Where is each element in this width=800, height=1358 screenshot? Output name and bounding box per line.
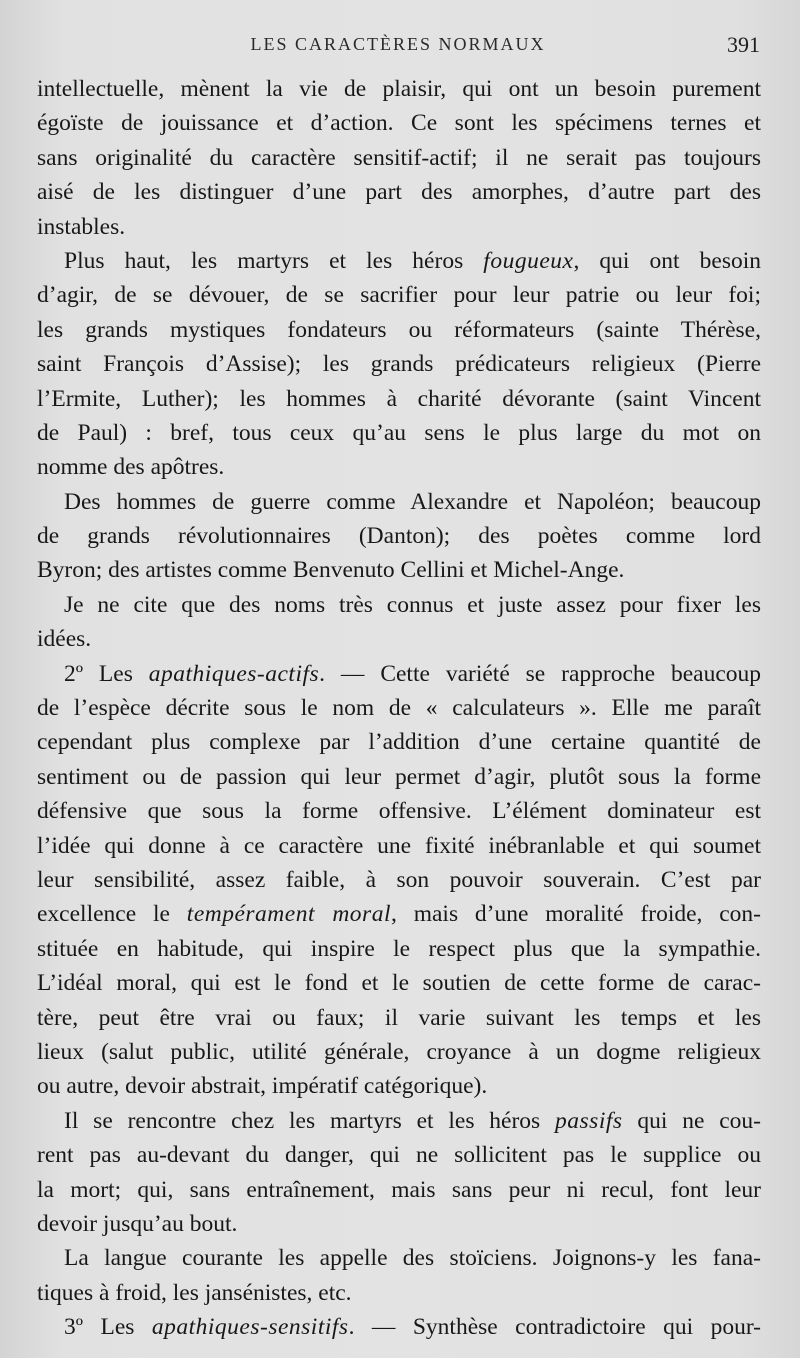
text-line: sans originalité du caractère sensitif-actif; il ne serait pas toujours: [37, 144, 761, 171]
text-line: aisé de les distinguer d’une part des amorphes, d’autre part des: [37, 179, 761, 206]
text-line: tère, peut être vrai ou faux; il varie suivant les temps et les: [37, 1004, 761, 1031]
body-text: [37, 72, 761, 1344]
text-run: Plus haut, les martyrs et les héros: [64, 247, 484, 274]
text-run: excellence le: [37, 901, 187, 928]
text-line: sentiment ou de passion qui leur permet d’agir, plutôt sous la forme: [37, 763, 761, 790]
text-run: , qui ont besoin: [573, 247, 761, 274]
text-line: défensive que sous la forme offensive. L’élément dominateur est: [37, 798, 761, 825]
text-line: leur sensibilité, assez faible, à son pouvoir souverain. C’est par: [37, 866, 761, 893]
page-header: [36, 34, 760, 60]
italic-term: apathiques-actifs: [148, 660, 320, 687]
text-line: l’Ermite, Luther); les hommes à charité dévorante (saint Vincent: [37, 385, 761, 412]
text-line: tiques à froid, les jansénistes, etc.: [37, 1279, 352, 1306]
text-line: ou autre, devoir abstrait, impératif catégorique).: [37, 1073, 488, 1100]
text-line: égoïste de jouissance et d’action. Ce sont les spécimens ternes et: [37, 110, 761, 137]
text-run: qui ne cou-: [622, 1107, 761, 1134]
text-line: intellectuelle, mènent la vie de plaisir, qui ont un besoin purement: [37, 76, 761, 102]
text-line: [37, 897, 761, 931]
text-run: Il se rencontre chez les martyrs et les héros: [64, 1107, 556, 1134]
text-line: idées.: [37, 626, 92, 653]
text-line: [37, 244, 761, 278]
text-line: cependant plus complexe par l’addition d’une certaine quantité de: [37, 729, 761, 756]
italic-term: tempérament moral: [186, 901, 391, 928]
text-line: de grands révolutionnaires (Danton); des poètes comme lord: [37, 523, 761, 550]
text-line: Je ne cite que des noms très connus et juste assez pour fixer les: [64, 591, 761, 618]
text-line: la mort; qui, sans entraînement, mais sans peur ni recul, font leur: [37, 1176, 761, 1203]
text-line: saint François d’Assise); les grands prédicateurs religieux (Pierre: [37, 351, 761, 378]
text-line: La langue courante les appelle des stoïciens. Joignons-y les fana-: [64, 1245, 761, 1272]
text-line: [37, 1104, 761, 1138]
italic-term: passifs: [555, 1107, 623, 1134]
page-number: 391: [727, 32, 760, 57]
text-run: , mais d’une moralité froide, con-: [390, 901, 762, 928]
text-line: L’idéal moral, qui est le fond et le soutien de cette forme de carac-: [37, 970, 761, 997]
text-line: lieux (salut public, utilité générale, croyance à un dogme religieux: [37, 1038, 761, 1065]
text-run: . — Cette variété se rapproche beaucoup: [319, 660, 762, 687]
text-run: 2º Les: [64, 660, 149, 687]
text-run: . — Synthèse contradictoire qui pour-: [348, 1314, 762, 1341]
text-line: Byron; des artistes comme Benvenuto Cellini et Michel-Ange.: [37, 557, 625, 584]
italic-term: fougueux: [483, 247, 574, 274]
text-line: d’agir, de se dévouer, de se sacrifier pour leur patrie ou leur foi;: [37, 282, 761, 309]
text-line: rent pas au-devant du danger, qui ne sollicitent pas le supplice ou: [37, 1142, 761, 1169]
text-line: [37, 657, 761, 691]
text-line: les grands mystiques fondateurs ou réformateurs (sainte Thérèse,: [37, 316, 761, 343]
text-line: Des hommes de guerre comme Alexandre et Napoléon; beaucoup: [64, 488, 761, 515]
text-line: devoir jusqu’au bout.: [37, 1210, 238, 1237]
italic-term: apathiques-sensitifs: [151, 1314, 349, 1341]
text-line: nomme des apôtres.: [37, 454, 225, 481]
text-line: l’idée qui donne à ce caractère une fixité inébranlable et qui soumet: [37, 832, 761, 859]
text-line: instables.: [37, 213, 126, 240]
text-line: [37, 1310, 761, 1344]
text-line: de l’espèce décrite sous le nom de « calculateurs ». Elle me paraît: [37, 695, 761, 722]
text-run: 3º Les: [64, 1314, 152, 1341]
running-title: LES CARACTÈRES NORMAUX: [250, 34, 546, 54]
text-line: stituée en habitude, qui inspire le respect plus que la sympathie.: [37, 935, 761, 962]
text-line: de Paul) : bref, tous ceux qu’au sens le plus large du mot on: [37, 419, 761, 446]
